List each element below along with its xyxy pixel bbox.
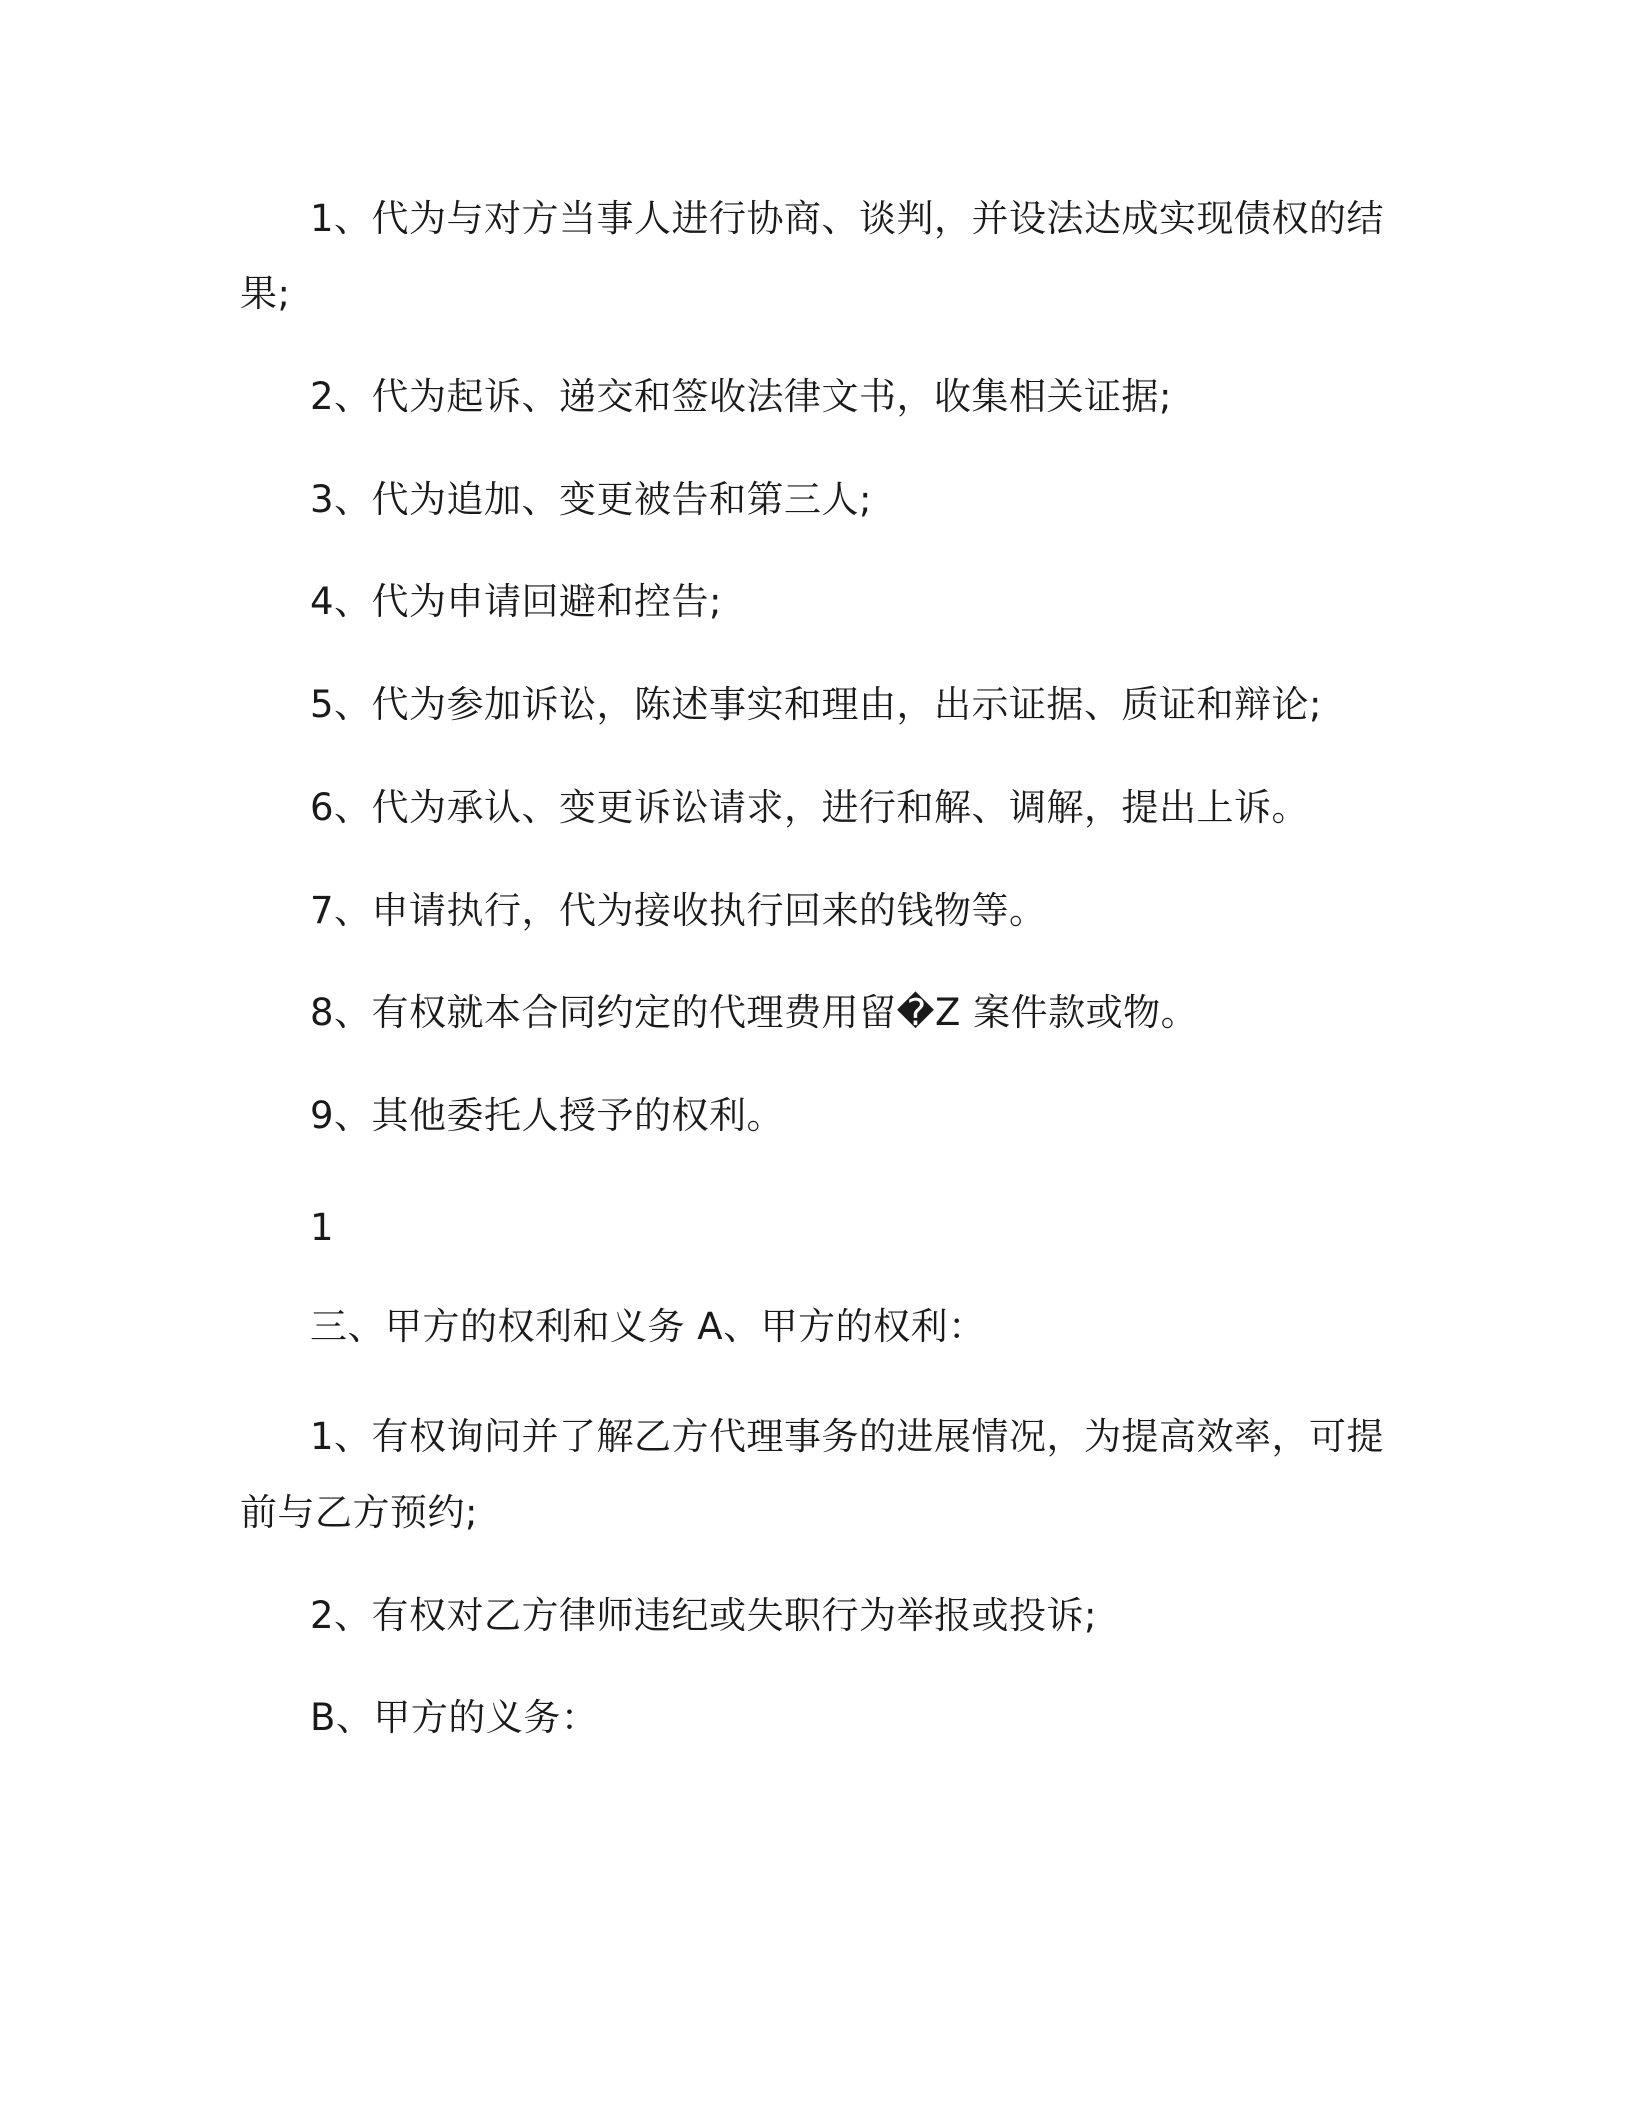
section-heading-party-a: 三、甲方的权利和义务 A、甲方的权利：: [310, 1305, 986, 1348]
clause-8: 8、有权就本合同约定的代理费用留�Z 案件款或物。: [310, 991, 1199, 1034]
page-number: 1: [310, 1206, 335, 1249]
clause-6: 6、代为承认、变更诉讼请求，进行和解、调解，提出上诉。: [310, 786, 1310, 829]
party-a-right-1-line-1: 1、有权询问并了解乙方代理事务的进展情况，为提高效率，可提: [310, 1415, 1385, 1458]
clause-5: 5、代为参加诉讼，陈述事实和理由，出示证据、质证和辩论;: [310, 683, 1323, 726]
party-a-right-1-line-2: 前与乙方预约;: [240, 1491, 478, 1534]
clause-4: 4、代为申请回避和控告;: [310, 580, 723, 623]
party-a-right-2: 2、有权对乙方律师违纪或失职行为举报或投诉;: [310, 1594, 1098, 1637]
clause-9: 9、其他委托人授予的权利。: [310, 1094, 785, 1137]
clause-1-line-2: 果;: [240, 272, 291, 315]
clause-3: 3、代为追加、变更被告和第三人;: [310, 478, 873, 521]
clause-7: 7、申请执行，代为接收执行回来的钱物等。: [310, 889, 1047, 932]
party-a-obligations-heading: B、甲方的义务：: [310, 1696, 599, 1739]
clause-2: 2、代为起诉、递交和签收法律文书，收集相关证据;: [310, 375, 1173, 418]
clause-1-line-1: 1、代为与对方当事人进行协商、谈判，并设法达成实现债权的结: [310, 197, 1385, 240]
